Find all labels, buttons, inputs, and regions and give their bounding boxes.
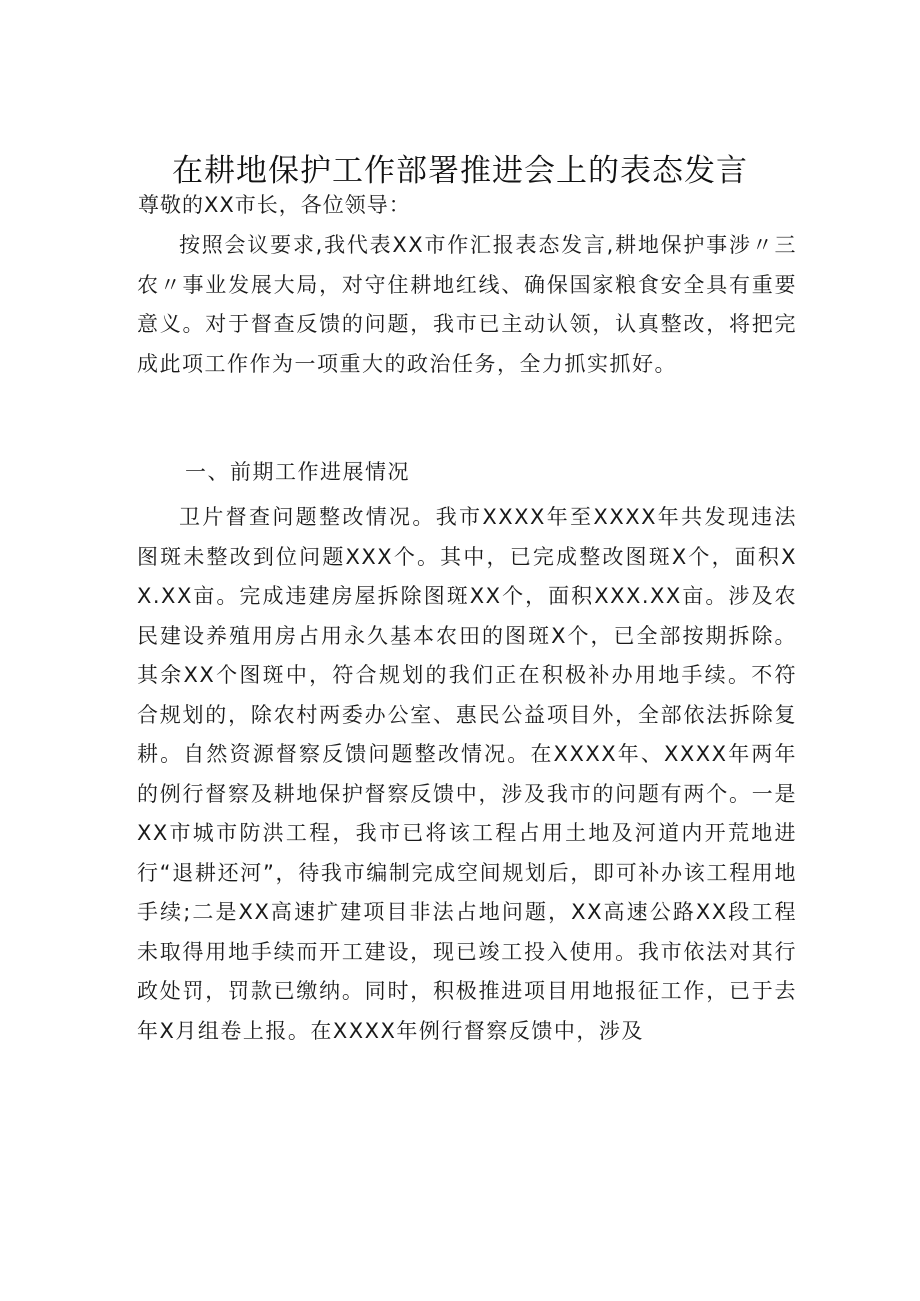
document-title: 在耕地保护工作部署推进会上的表态发言 bbox=[172, 153, 748, 189]
salutation: 尊敬的XX市长，各位领导： bbox=[138, 193, 411, 217]
section-heading: 一、前期工作进展情况 bbox=[185, 460, 410, 484]
intro-paragraph: 按照会议要求,我代表XX市作汇报表态发言,耕地保护事涉〃三农〃事业发展大局，对守住耕地红线、确保国家粮食安全具有重要意义。对于督查反馈的问题，我市已主动认领，认真整改，将把完成此项工作作为一项重大的政治任务，全力抓实抓好。 bbox=[137, 233, 797, 376]
section-body-paragraph: 卫片督查问题整改情况。我市XXXX年至XXXX年共发现违法图斑未整改到位问题XXX个。其中，已完成整改图斑X个，面积XX.XX亩。完成违建房屋拆除图斑XX个，面积XXX.XX亩。涉及农民建设养殖用房占用永久基本农田的图斑X个，已全部按期拆除。其余XX个图斑中，符合规划的我们正在积极补办用地手续。不符合规划的，除农村两委办公室、惠民公益项目外，全部依法拆除复耕。自然资源督察反馈问题整改情况。在XXXX年、XXXX年两年的例行督察及耕地保护督察反馈中，涉及我市的问题有两个。一是XX市城市防洪工程，我市已将该工程占用土地及河道内开荒地进行“退耕还河”，待我市编制完成空间规划后，即可补办该工程用地手续;二是XX高速扩建项目非法占地问题，XX高速公路XX段工程未取得用地手续而开工建设，现已竣工投入使用。我市依法对其行政处罚，罚款已缴纳。同时，积极推进项目用地报征工作，已于去年X月组卷上报。在XXXX年例行督察反馈中，涉及 bbox=[137, 505, 797, 1043]
